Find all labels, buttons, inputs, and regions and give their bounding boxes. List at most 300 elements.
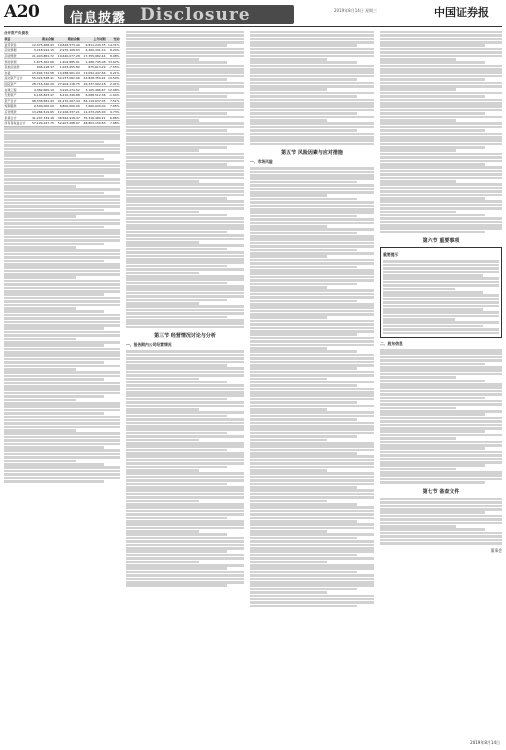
table-cell: 26,337,902.18 — [80, 81, 106, 87]
text-line — [250, 472, 374, 475]
text-line — [250, 232, 357, 235]
table-cell: 其他应收款 — [4, 64, 29, 70]
newspaper-logo: 中国证券报 — [434, 6, 489, 19]
text-line — [126, 544, 244, 547]
text-line — [380, 197, 485, 200]
text-line — [380, 187, 502, 190]
text-line — [250, 425, 374, 428]
text-line — [126, 295, 244, 298]
text-line — [380, 511, 485, 514]
text-line — [126, 520, 244, 523]
text-line — [383, 281, 499, 284]
table-cell: 2,975,108.63 — [54, 48, 80, 54]
text-line — [126, 139, 244, 142]
text-line — [4, 215, 76, 218]
text-line — [250, 598, 374, 601]
text-line — [380, 38, 502, 41]
text-line — [250, 95, 357, 98]
text-line — [126, 166, 244, 169]
text-line — [126, 163, 227, 166]
text-line — [126, 180, 199, 183]
table-cell: 预付款项 — [4, 59, 29, 65]
text-line — [4, 178, 120, 181]
text-line — [126, 38, 244, 41]
text-line — [126, 378, 199, 381]
text-line — [4, 127, 120, 130]
text-line — [126, 305, 244, 308]
notice-box — [380, 247, 502, 338]
text-line — [380, 105, 502, 108]
text-line — [250, 139, 374, 142]
text-line — [380, 420, 502, 423]
table-cell: 上年同期 — [80, 37, 106, 42]
text-line — [250, 452, 357, 455]
text-line — [4, 205, 120, 208]
text-line — [4, 426, 120, 429]
text-line — [380, 522, 502, 525]
text-line — [250, 99, 374, 102]
text-line — [380, 153, 502, 156]
text-line — [4, 449, 120, 452]
table-cell: 7,600,000.00 — [80, 104, 106, 110]
text-line — [380, 214, 485, 217]
text-line — [126, 224, 244, 227]
text-line — [4, 375, 120, 378]
table-cell: 33.67% — [106, 59, 120, 65]
text-line — [126, 61, 227, 64]
table-cell: -7.55% — [106, 64, 120, 70]
table-cell: 1,402,885.91 — [54, 59, 80, 65]
text-line — [126, 411, 244, 414]
text-line — [126, 578, 244, 581]
text-line — [126, 255, 244, 258]
text-line — [250, 422, 374, 425]
table-cell: 28,716,340.29 — [29, 81, 55, 87]
text-line — [4, 358, 120, 361]
table-cell: 21,403,881.72 — [29, 53, 55, 59]
text-line — [250, 350, 357, 353]
text-line — [250, 51, 374, 54]
text-line — [4, 182, 120, 185]
text-line — [126, 116, 244, 119]
text-line — [126, 41, 244, 44]
text-line — [126, 357, 244, 360]
text-line — [383, 264, 499, 267]
text-line — [4, 226, 104, 229]
text-line — [126, 173, 244, 176]
text-line — [250, 544, 374, 547]
text-line — [126, 156, 244, 159]
text-line — [250, 55, 374, 58]
text-line — [250, 310, 374, 313]
text-line — [4, 192, 104, 195]
text-line — [250, 584, 374, 587]
text-line — [250, 330, 374, 333]
text-line — [4, 453, 120, 456]
text-line — [383, 321, 499, 324]
text-line — [4, 344, 104, 347]
text-line — [250, 167, 374, 170]
text-line — [250, 34, 374, 37]
subheading: 一、报告期内公司经营情况 — [126, 342, 172, 348]
text-line — [126, 479, 244, 482]
signoff: 董事会 — [490, 547, 502, 553]
text-line — [380, 397, 485, 400]
text-line — [126, 483, 227, 486]
text-line — [126, 288, 244, 291]
text-line — [126, 472, 244, 475]
table-cell: 3,218,944.15 — [29, 48, 55, 54]
text-line — [126, 452, 244, 455]
text-line — [250, 225, 327, 228]
table-cell: 资产总计 — [4, 98, 29, 104]
text-line — [4, 399, 76, 402]
text-line — [4, 222, 120, 225]
text-line — [380, 119, 456, 122]
text-line — [126, 204, 244, 207]
text-line — [126, 462, 244, 465]
text-line — [4, 134, 120, 137]
text-line — [126, 268, 244, 271]
text-line — [250, 439, 327, 442]
text-line — [126, 31, 244, 34]
text-line — [4, 371, 120, 374]
text-line — [4, 439, 120, 442]
text-line — [380, 481, 485, 484]
text-line — [380, 133, 502, 136]
text-line — [126, 48, 244, 51]
text-line — [4, 209, 104, 212]
text-line — [250, 469, 327, 472]
text-line — [4, 466, 120, 469]
text-line — [383, 325, 483, 328]
text-line — [250, 300, 357, 303]
table-cell: 6,210,349.88 — [54, 92, 80, 98]
text-line — [250, 462, 374, 465]
text-line — [380, 478, 502, 481]
text-line — [380, 413, 485, 416]
text-line — [380, 454, 502, 457]
text-line — [126, 112, 227, 115]
table-cell: 13,284,519.65 — [29, 109, 55, 115]
text-line — [380, 85, 502, 88]
text-line — [383, 267, 499, 270]
text-line — [250, 105, 374, 108]
text-line — [126, 105, 244, 108]
column-2 — [126, 30, 244, 744]
text-line — [4, 388, 120, 391]
text-line — [250, 177, 374, 180]
text-line — [380, 143, 502, 146]
text-line — [126, 92, 244, 95]
text-line — [4, 165, 120, 168]
text-line — [126, 493, 244, 496]
page-header — [0, 0, 506, 30]
text-line — [126, 187, 244, 190]
text-line — [4, 239, 120, 242]
text-line — [126, 510, 244, 513]
text-line — [250, 466, 374, 469]
text-line — [250, 82, 374, 85]
text-line — [380, 92, 502, 95]
text-line — [126, 527, 244, 530]
text-line — [126, 537, 244, 540]
text-line — [4, 141, 104, 144]
text-line — [380, 386, 502, 389]
text-line — [380, 471, 502, 474]
text-line — [250, 449, 374, 452]
table-cell: 50,157,062.06 — [54, 76, 80, 82]
table-cell: 7.51% — [106, 98, 120, 104]
text-line — [4, 188, 120, 191]
text-line — [380, 363, 485, 366]
text-line — [4, 456, 120, 459]
text-line — [126, 44, 227, 47]
text-line — [126, 302, 199, 305]
text-line — [380, 407, 456, 410]
table-cell: 12,106,337.21 — [54, 109, 80, 115]
text-line — [126, 500, 199, 503]
table-cell: 9.21% — [106, 70, 120, 76]
text-line — [250, 428, 374, 431]
text-line — [250, 540, 374, 543]
text-line — [4, 236, 120, 239]
column-4-text-mid — [380, 349, 502, 484]
text-line — [250, 391, 374, 394]
table-cell: 负债合计 — [4, 115, 29, 121]
text-line — [250, 41, 374, 44]
text-line — [126, 398, 227, 401]
text-line — [4, 131, 120, 134]
text-line — [383, 308, 483, 311]
text-line — [250, 561, 327, 564]
text-line — [126, 371, 244, 374]
text-line — [380, 163, 485, 166]
text-line — [126, 65, 244, 68]
table-cell: 55,424,548.41 — [29, 76, 55, 82]
text-line — [250, 371, 374, 374]
text-line — [250, 486, 357, 489]
text-line — [126, 401, 244, 404]
text-line — [380, 61, 485, 64]
text-line — [126, 540, 244, 543]
notice-title: 重要提示 — [383, 252, 399, 258]
text-line — [126, 367, 244, 370]
text-line — [126, 517, 227, 520]
text-line — [126, 449, 227, 452]
text-line — [126, 550, 227, 553]
text-line — [126, 486, 244, 489]
text-line — [4, 460, 76, 463]
text-line — [126, 361, 244, 364]
text-line — [126, 432, 227, 435]
text-line — [380, 82, 502, 85]
text-line — [4, 419, 120, 422]
text-line — [383, 260, 499, 263]
text-line — [250, 286, 327, 289]
table-cell: 3,910,274.52 — [54, 87, 80, 93]
text-line — [380, 369, 502, 372]
text-line — [250, 517, 374, 520]
text-line — [380, 48, 502, 51]
table-cell: 6.86% — [106, 115, 120, 121]
text-line — [250, 432, 374, 435]
text-line — [126, 272, 199, 275]
table-cell: 11,473,205.90 — [80, 109, 106, 115]
table-row — [4, 76, 120, 82]
text-line — [383, 277, 499, 280]
text-line — [380, 532, 502, 535]
text-line — [383, 315, 499, 318]
table-row — [4, 120, 120, 126]
text-line — [380, 71, 502, 74]
text-line — [126, 149, 199, 152]
section-heading-2: 第七节 备查文件 — [422, 488, 460, 495]
text-line — [4, 161, 120, 164]
text-line — [126, 214, 227, 217]
text-line — [4, 416, 120, 419]
text-line — [250, 347, 327, 350]
text-line — [126, 143, 244, 146]
text-line — [380, 68, 502, 71]
text-line — [380, 525, 456, 528]
text-line — [126, 160, 244, 163]
text-line — [126, 584, 227, 587]
text-line — [4, 266, 120, 269]
column-2-text-bottom — [126, 350, 244, 587]
text-line — [126, 55, 244, 58]
text-line — [126, 211, 199, 214]
table-cell: 短期借款 — [4, 104, 29, 110]
text-line — [250, 415, 374, 418]
text-line — [4, 253, 120, 256]
table-cell: 12.08% — [106, 87, 120, 93]
text-line — [126, 319, 244, 322]
text-line — [250, 272, 374, 275]
text-line — [126, 282, 227, 285]
text-line — [380, 112, 485, 115]
text-line — [250, 567, 374, 570]
text-line — [126, 547, 244, 550]
text-line — [126, 119, 199, 122]
text-line — [380, 430, 485, 433]
text-line — [250, 367, 357, 370]
text-line — [250, 364, 374, 367]
text-line — [4, 409, 120, 412]
text-line — [380, 458, 502, 461]
text-line — [126, 466, 227, 469]
text-line — [126, 227, 244, 230]
text-line — [4, 185, 76, 188]
text-line — [250, 388, 374, 391]
text-line — [250, 418, 357, 421]
text-line — [380, 166, 502, 169]
text-line — [380, 95, 485, 98]
text-line — [4, 293, 104, 296]
text-line — [250, 242, 374, 245]
text-line — [380, 383, 502, 386]
text-line — [126, 217, 244, 220]
text-line — [250, 88, 327, 91]
text-line — [250, 523, 374, 526]
table-cell: 8,800,000.00 — [54, 104, 80, 110]
text-line — [4, 171, 120, 174]
table-cell: 2,406,331.10 — [80, 48, 106, 54]
text-line — [4, 300, 120, 303]
text-line — [380, 468, 456, 471]
text-line — [4, 317, 120, 320]
text-line — [380, 451, 502, 454]
table-cell: 固定资产 — [4, 81, 29, 87]
text-line — [380, 539, 502, 542]
text-line — [4, 256, 120, 259]
text-line — [380, 352, 502, 355]
text-line — [383, 294, 499, 297]
text-line — [4, 443, 120, 446]
text-line — [250, 181, 357, 184]
text-line — [380, 156, 502, 159]
text-line — [380, 518, 502, 521]
text-line — [126, 476, 244, 479]
text-line — [126, 561, 199, 564]
text-line — [380, 434, 502, 437]
text-line — [380, 403, 502, 406]
text-line — [250, 527, 374, 530]
text-line — [126, 574, 244, 577]
text-line — [126, 285, 244, 288]
table-cell: 91,470,207.44 — [54, 98, 80, 104]
text-line — [126, 394, 244, 397]
column-3-text-bottom — [250, 167, 374, 607]
text-line — [380, 441, 502, 444]
subheading: 一、市场风险 — [250, 159, 273, 165]
section-heading: 第五节 风险因素与应对措施 — [281, 150, 343, 157]
text-line — [250, 31, 374, 34]
text-line — [380, 211, 456, 214]
text-line — [250, 574, 374, 577]
financial-table — [4, 37, 120, 127]
text-line — [4, 219, 120, 222]
table-cell: 期末余额 — [29, 37, 55, 42]
text-line — [380, 122, 502, 125]
text-line — [383, 298, 499, 301]
text-line — [250, 279, 374, 282]
text-line — [250, 496, 374, 499]
text-line — [4, 297, 120, 300]
text-line — [250, 601, 374, 604]
text-line — [250, 188, 374, 191]
text-line — [383, 288, 455, 291]
text-line — [250, 119, 327, 122]
text-line — [4, 273, 120, 276]
text-line — [126, 183, 244, 186]
text-line — [380, 173, 502, 176]
text-line — [4, 202, 120, 205]
text-line — [250, 605, 357, 608]
text-line — [126, 557, 244, 560]
text-line — [4, 361, 104, 364]
text-line — [250, 136, 374, 139]
text-line — [4, 402, 120, 405]
section-banner — [64, 5, 294, 24]
text-line — [4, 263, 120, 266]
text-line — [4, 144, 120, 147]
subheading: 二、股东信息 — [380, 341, 403, 347]
text-line — [380, 78, 485, 81]
table-cell: 7.95% — [106, 104, 120, 110]
table-cell: 存货 — [4, 70, 29, 76]
table-cell: 6,088,512.36 — [80, 92, 106, 98]
